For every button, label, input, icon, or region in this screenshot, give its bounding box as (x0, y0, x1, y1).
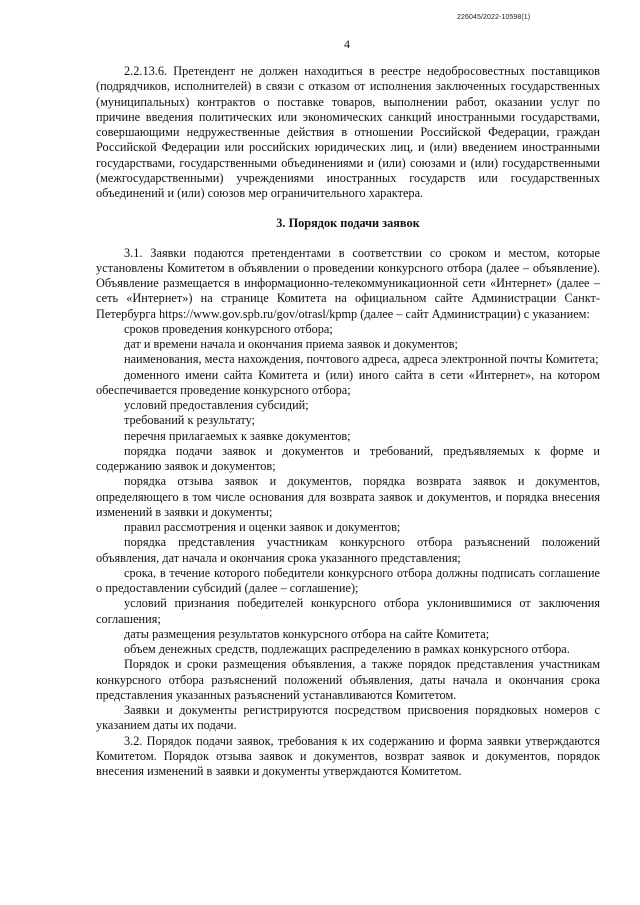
list-item: порядка подачи заявок и документов и требований, предъявляемых к форме и содержанию заявок и документов; (96, 443, 600, 473)
list-item: наименования, места нахождения, почтового адреса, адреса электронной почты Комитета; (124, 352, 599, 367)
list-item: доменного имени сайта Комитета и (или) иного сайта в сети «Интернет», на котором обеспечивается проведение конкурсного отбора; (96, 367, 600, 397)
page-number: 4 (344, 37, 350, 51)
list-item: правил рассмотрения и оценки заявок и документов; (124, 520, 401, 534)
list-item: срока, в течение которого победители конкурсного отбора должны подписать соглашение о предоставлении субсидий (далее – соглашение); (96, 565, 600, 595)
list-item: порядка отзыва заявок и документов, порядка возврата заявок и документов, определяющего в том числе основания для возврата заявок и документов, и порядка внесения изменений в заявки и документы; (96, 474, 600, 519)
list-item: сроков проведения конкурсного отбора; (124, 321, 333, 336)
section-heading: 3. Порядок подачи заявок (276, 216, 420, 231)
paragraph-registration: Заявки и документы регистрируются посредством присвоения порядковых номеров с указанием даты их подачи. (96, 703, 600, 733)
list-item: порядка представления участникам конкурсного отбора разъяснений положений объявления, дат начала и окончания срока указанного представления; (96, 535, 600, 565)
paragraph-3-1: 3.1. Заявки подаются претендентами в соответствии со сроком и местом, которые установлены Комитетом в объявлении о проведении конкурсного отбора (далее – объявление). Объявление размещается в информационно-телекоммуникационной сети «Интернет» (далее – сеть «Интернет») на странице Комитета на официальном сайте Администрации Санкт-Петербурга https://www.gov.spb.ru/gov/otrasl/kpmp (далее – сайт Администрации) с указанием: (96, 245, 600, 321)
list-item: условий признания победителей конкурсного отбора уклонившимися от заключения соглашения; (96, 596, 600, 626)
list-item: перечня прилагаемых к заявке документов; (124, 428, 351, 443)
document-body (96, 64, 600, 779)
document-registration-number: 226045/2022-10598(1) (457, 14, 531, 21)
list-item: требований к результату; (124, 413, 256, 428)
list-item: условий предоставления субсидий; (124, 398, 309, 412)
paragraph-2-2-13-6: 2.2.13.6. Претендент не должен находиться в реестре недобросовестных поставщиков (подрядчиков, исполнителей) в связи с отказом от исполнения заключенных государственных (муниципальных) контрактов о поставке товаров, выполнении работ, оказании услуг по причине введения политических или экономических санкций иностранными государствами, совершающими недружественные действия в отношении Российской Федерации, граждан Российской Федерации или российских юридических лиц, и (или) введением иностранными государствами, государственными объединениями и (или) союзами и (или) государственными (межгосударственными) учреждениями иностранных государств или государственных объединений и (или) союзов мер ограничительного характера. (96, 64, 600, 200)
paragraph-3-2: 3.2. Порядок подачи заявок, требования к их содержанию и форма заявки утверждаются Комитетом. Порядок отзыва заявок и документов, возврат заявок и документов, порядок внесения изменений в заявки и документы утверждаются Комитетом. (96, 733, 600, 778)
list-item: объем денежных средств, подлежащих распределению в рамках конкурсного отбора. (124, 642, 570, 656)
paragraph-publication-order: Порядок и сроки размещения объявления, а также порядок представления участникам конкурсного отбора разъяснений положений объявления, даты начала и окончания срока представления указанных разъяснений устанавливаются Комитетом. (96, 657, 600, 702)
list-item: даты размещения результатов конкурсного отбора на сайте Комитета; (124, 626, 490, 641)
list-item: дат и времени начала и окончания приема заявок и документов; (124, 337, 458, 351)
